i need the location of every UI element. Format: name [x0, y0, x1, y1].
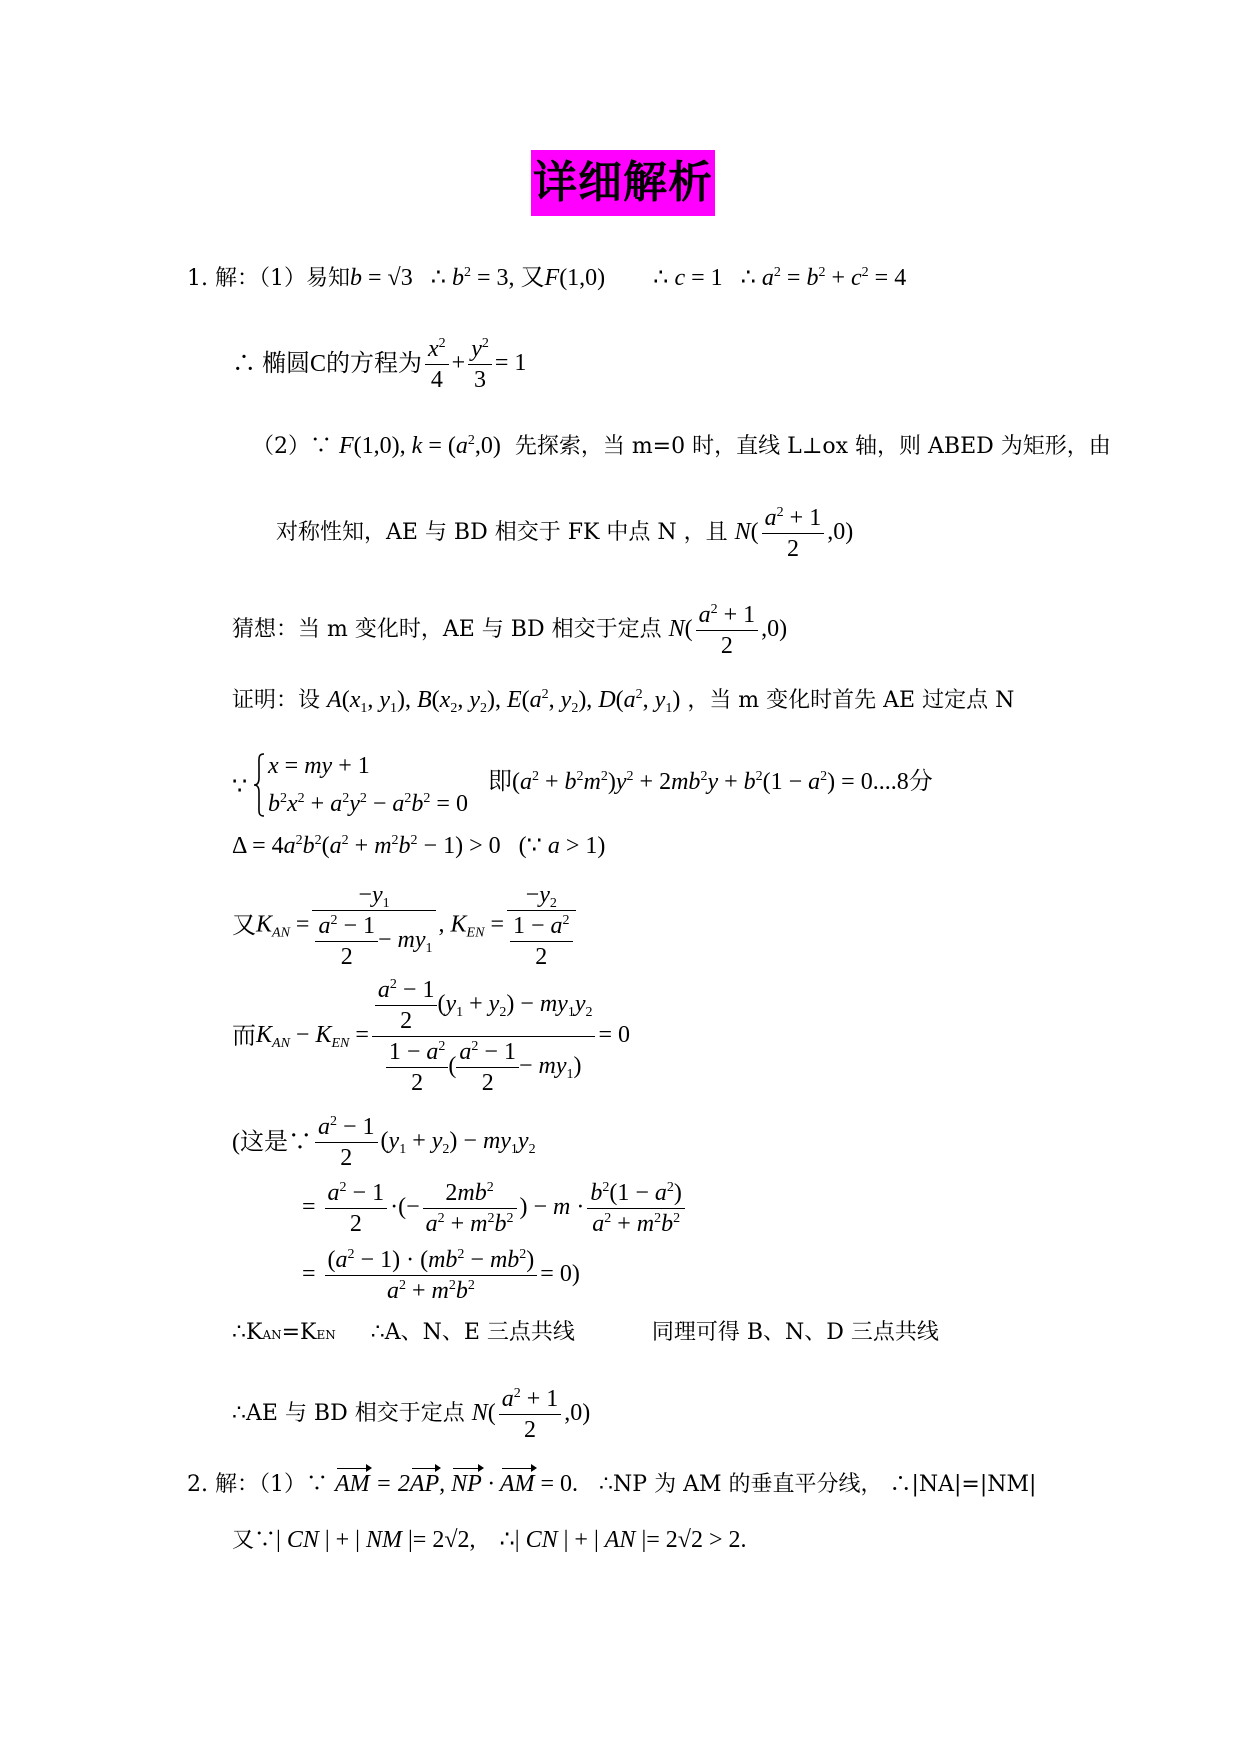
q2-vector-equation: AM = 2AP, NP · AM = 0.	[335, 1471, 578, 1497]
q1-proof-prefix: 证明：设	[232, 688, 321, 713]
q1-conjecture-line: 猜想：当 m 变化时，AE 与 BD 相交于定点 N( $\frac{a^2 + 1}{2}$ ,0)	[232, 602, 788, 659]
because-line-3: = $\frac{(a^2 - 1) \cdot (mb^2 - mb^2)}{a^2 + m^2b^2}$ = 0)	[302, 1247, 580, 1304]
ellipse-equation: $\frac{x^2}{4}$ + $\frac{y^2}{3}$ = 1	[422, 350, 526, 376]
system-equation-2: $b^2x^2 + a^2y^2 - a^2b^2 = 0$	[268, 791, 468, 817]
q1-line1-prefix: 1. 解：（1）易知	[187, 266, 350, 291]
slopes-line: 又$K_{AN}$ = $-y_1$ $\frac{a^2 - 1}{2}$ − $my_1$ , $K_{EN}$ = $\frac{-y_2}{\frac{1 - a^2}{2}}$	[232, 880, 579, 972]
q1-proof-line	[232, 687, 1015, 716]
q1-line-2	[232, 334, 526, 395]
because-line-1: (这是∵ $\frac{a^2 - 1}{2}$ $(y_1 + y_2) - my_1y_2$	[232, 1114, 536, 1171]
q1-proof-points: $A(x_1$, $y_1$), $B(x_2$, $y_2$), $E(a^2$, $y_2$), $D(a^2$, $y_1$)	[327, 687, 681, 716]
page-title: 详细解析	[531, 150, 715, 216]
therefore-because-sign: ∵	[232, 774, 248, 800]
q1-part2-line: （2）∵ F(1,0), $k = (a^2,0)$ 先探索，当 m=0 时，直线 L⊥ox 轴，则 ABED 为矩形，由	[252, 433, 1111, 459]
system-result: 即$(a^2 + b^2m^2)y^2 + 2mb^2y + b^2(1 - a^2) = 0....8$分	[488, 769, 933, 795]
q1-line-1	[187, 266, 906, 290]
q1-line1-math: b = √3 ∴ $b^2 = 3$, 又F(1,0) ∴ c = 1 ∴ $a^2 = b^2 + c^2 = 4$	[349, 265, 907, 291]
q1-proof-suffix: ，当 m 变化时首先 AE 过定点 N	[687, 688, 1015, 713]
q2-line-1	[187, 1464, 1036, 1496]
slope-difference-line: 而$K_{AN} - K_{EN}$ = $\frac{a^2 - 1}{2}$ $(y_1 + y_2) - my_1y_2$ $\frac{1 - a^2}{2}$ ( $\frac{a^2 - 1}{2}$ − $my_1$) = 0	[232, 977, 631, 1096]
q1-line2-prefix: ∴ 椭圆C的方程为	[232, 351, 423, 378]
because-line-2: = $\frac{a^2 - 1}{2}$ ·(− $\frac{2mb^2}{a^2 + m^2b^2}$ ) − m · $\frac{b^2(1 - a^2)}{a^2 + m^2b^2}$	[302, 1178, 688, 1239]
system-equation-1: x = my + 1	[268, 753, 370, 779]
fixed-point-conclusion: ∴AE 与 BD 相交于定点 N( $\frac{a^2 + 1}{2}$ ,0)	[232, 1386, 591, 1443]
slopes-prefix: 又	[232, 913, 256, 939]
q2-line-2: 又∵| CN | + | NM |= 2√2, ∴| CN | + | AN |= 2√2 > 2.	[232, 1527, 747, 1553]
collinear-conclusion: ∴KAN=KEN ∴A、N、E 三点共线 同理可得 B、N、D 三点共线	[232, 1320, 939, 1345]
system-brace	[252, 752, 266, 818]
because-prefix: (这是∵	[232, 1129, 312, 1156]
discriminant-line: $\Delta = 4a^2b^2(a^2 + m^2b^2 - 1) > 0$ (∵ a > 1)	[232, 833, 606, 859]
difference-prefix: 而	[232, 1023, 256, 1050]
q2-line1-prefix: 2. 解：（1）∵	[187, 1472, 328, 1497]
q2-line1-suffix: ∴NP 为 AM 的垂直平分线， ∴|NA|=|NM|	[599, 1472, 1037, 1497]
q1-symmetry-line: 对称性知，AE 与 BD 相交于 FK 中点 N ，且 N( $\frac{a^2 + 1}{2}$ ,0)	[276, 505, 854, 562]
